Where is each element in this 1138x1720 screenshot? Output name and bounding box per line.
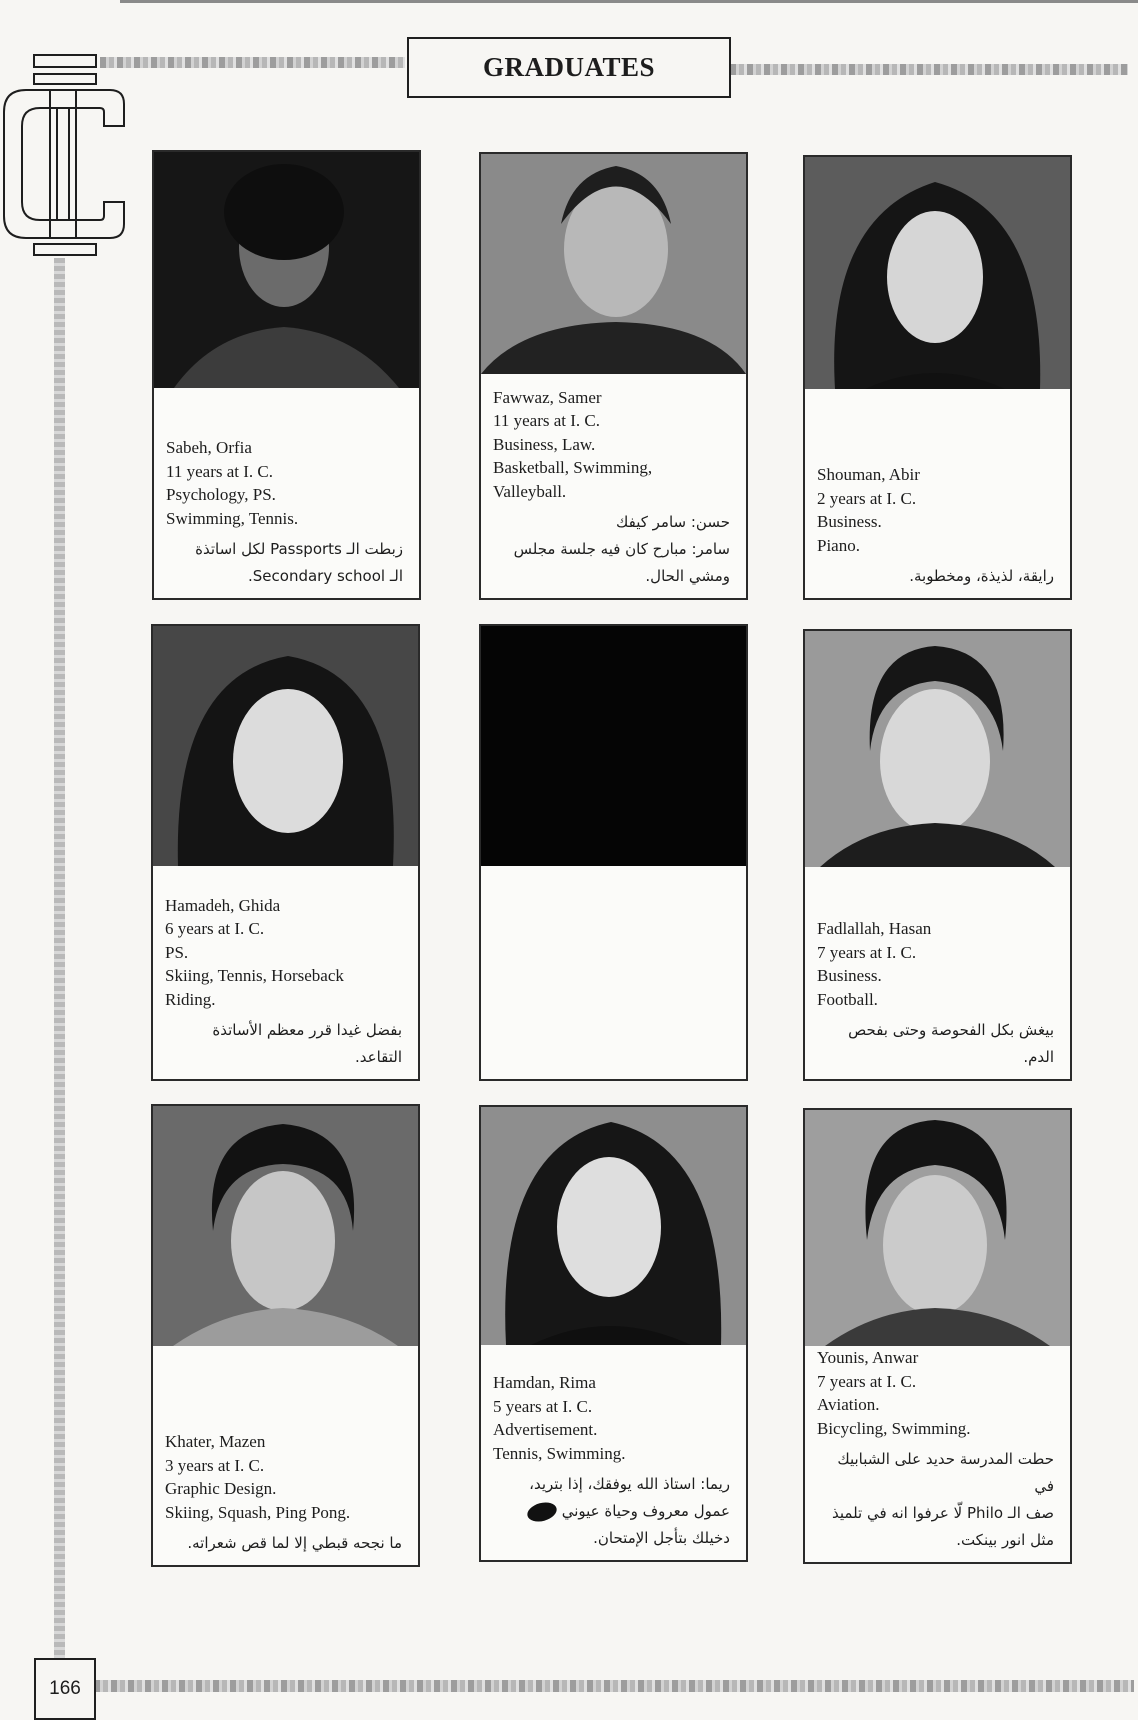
top-rule bbox=[120, 0, 1138, 3]
graduate-name: Fadlallah, Hasan bbox=[817, 919, 932, 938]
quote-line: مثل انور بينكت. bbox=[956, 1531, 1054, 1549]
ic-logo bbox=[0, 52, 128, 257]
graduate-card bbox=[152, 150, 421, 600]
quote-line: الدم. bbox=[1023, 1048, 1054, 1066]
graduate-years: 3 years at I. C. bbox=[165, 1455, 265, 1475]
graduate-activities: Skiing, Tennis, Horseback bbox=[165, 966, 344, 985]
graduate-years: 6 years at I. C. bbox=[165, 919, 265, 938]
graduate-quote bbox=[153, 1011, 418, 1079]
graduate-name: Fawwaz, Samer bbox=[493, 387, 602, 407]
graduate-info bbox=[805, 463, 1070, 598]
left-spine-band bbox=[54, 258, 65, 1664]
header-band-right bbox=[730, 64, 1128, 75]
graduate-quote bbox=[805, 1440, 1070, 1562]
graduate-card bbox=[479, 152, 748, 600]
quote-line bbox=[495, 1498, 730, 1525]
graduate-activities-cont: Riding. bbox=[165, 989, 216, 1009]
quote-line-text: عمول معروف وحياة عيوني bbox=[561, 1502, 730, 1520]
graduate-card bbox=[803, 155, 1072, 600]
graduate-card-empty bbox=[479, 624, 748, 1081]
graduate-photo bbox=[805, 631, 1070, 867]
graduate-card bbox=[151, 624, 420, 1081]
graduate-card bbox=[803, 629, 1072, 1081]
graduate-studies: Business. bbox=[817, 512, 882, 531]
footer-band bbox=[94, 1680, 1134, 1692]
graduate-years: 2 years at I. C. bbox=[817, 488, 917, 508]
quote-line: بيغش بكل الفحوصة وحتى بفحص bbox=[848, 1021, 1054, 1039]
quote-line: دخيلك بتأجل الإمتحان. bbox=[593, 1529, 730, 1547]
graduate-card bbox=[479, 1105, 748, 1562]
graduate-name: Hamdan, Rima bbox=[493, 1373, 596, 1392]
graduate-info bbox=[805, 1346, 1070, 1562]
graduate-photo bbox=[153, 626, 418, 866]
graduate-activities: Football. bbox=[817, 989, 878, 1009]
graduate-info bbox=[153, 1430, 418, 1565]
graduate-quote bbox=[805, 1011, 1070, 1079]
graduate-name: Shouman, Abir bbox=[817, 465, 920, 484]
graduate-photo bbox=[805, 157, 1070, 389]
quote-line: ومشي الحال. bbox=[645, 567, 730, 585]
graduate-activities: Bicycling, Swimming. bbox=[817, 1418, 971, 1438]
graduate-photo bbox=[153, 1106, 418, 1346]
graduate-quote bbox=[154, 530, 419, 598]
graduate-card bbox=[803, 1108, 1072, 1564]
graduate-info bbox=[481, 386, 746, 599]
quote-line: صف الـ Philo لّا عرفوا انه في تلميذ bbox=[832, 1504, 1054, 1522]
graduate-studies: PS. bbox=[165, 942, 189, 962]
graduate-name: Younis, Anwar bbox=[817, 1348, 919, 1367]
graduate-studies: Business. bbox=[817, 966, 882, 985]
graduate-info bbox=[805, 917, 1070, 1079]
quote-line: بفضل غيدا قرر معظم الأساتذة bbox=[212, 1021, 402, 1039]
graduate-studies: Graphic Design. bbox=[165, 1479, 277, 1498]
quote-line: سامر: مبارح كان فيه جلسة مجلس bbox=[513, 540, 730, 558]
graduate-studies: Psychology, PS. bbox=[166, 485, 276, 504]
graduate-activities: Piano. bbox=[817, 535, 860, 555]
graduate-activities: Tennis, Swimming. bbox=[493, 1443, 626, 1463]
blank-photo bbox=[481, 626, 746, 866]
graduate-name: Hamadeh, Ghida bbox=[165, 895, 281, 915]
quote-line: ما نجحه قبطي إلا لما قص شعراته. bbox=[187, 1534, 402, 1552]
graduate-years: 11 years at I. C. bbox=[166, 461, 274, 481]
graduate-years: 5 years at I. C. bbox=[493, 1396, 593, 1416]
graduate-photo bbox=[481, 1107, 746, 1345]
graduate-studies: Business, Law. bbox=[493, 434, 596, 454]
quote-line: رايقة، لذيذة، ومخطوبة. bbox=[909, 567, 1054, 585]
header-band-left bbox=[100, 57, 405, 68]
graduate-years: 7 years at I. C. bbox=[817, 942, 917, 962]
graduate-info bbox=[153, 894, 418, 1080]
graduate-quote bbox=[481, 503, 746, 598]
graduate-card bbox=[151, 1104, 420, 1567]
graduate-info bbox=[154, 436, 419, 598]
ink-blot bbox=[525, 1499, 559, 1524]
graduate-photo bbox=[481, 154, 746, 374]
graduate-name: Sabeh, Orfia bbox=[166, 438, 252, 457]
graduate-activities-cont: Valleyball. bbox=[493, 481, 567, 501]
graduate-activities: Skiing, Squash, Ping Pong. bbox=[165, 1502, 351, 1522]
quote-line: التقاعد. bbox=[354, 1048, 402, 1066]
graduate-studies: Aviation. bbox=[817, 1395, 880, 1414]
graduate-photo bbox=[154, 152, 419, 388]
quote-line: حطت المدرسة حديد على الشبابيك في bbox=[837, 1450, 1054, 1495]
quote-line: زبطت الـ Passports لكل اساتذة bbox=[195, 540, 403, 558]
graduate-activities: Basketball, Swimming, bbox=[493, 458, 653, 477]
graduate-activities: Swimming, Tennis. bbox=[166, 508, 299, 528]
quote-line: حسن: سامر كيفك bbox=[615, 513, 730, 531]
graduate-name: Khater, Mazen bbox=[165, 1432, 266, 1451]
graduate-studies: Advertisement. bbox=[493, 1420, 598, 1439]
graduate-quote bbox=[481, 1465, 746, 1560]
graduate-quote bbox=[153, 1524, 418, 1565]
graduate-photo bbox=[805, 1110, 1070, 1346]
page-title: GRADUATES bbox=[407, 37, 731, 98]
quote-line: الـ Secondary school. bbox=[248, 567, 403, 585]
quote-line: ريما: استاذ الله يوفقك، إذا بتريد، bbox=[529, 1475, 730, 1493]
graduate-years: 11 years at I. C. bbox=[493, 411, 601, 430]
graduate-years: 7 years at I. C. bbox=[817, 1371, 917, 1391]
graduate-quote bbox=[805, 557, 1070, 598]
graduate-info bbox=[481, 1371, 746, 1560]
page-number: 166 bbox=[34, 1658, 96, 1720]
